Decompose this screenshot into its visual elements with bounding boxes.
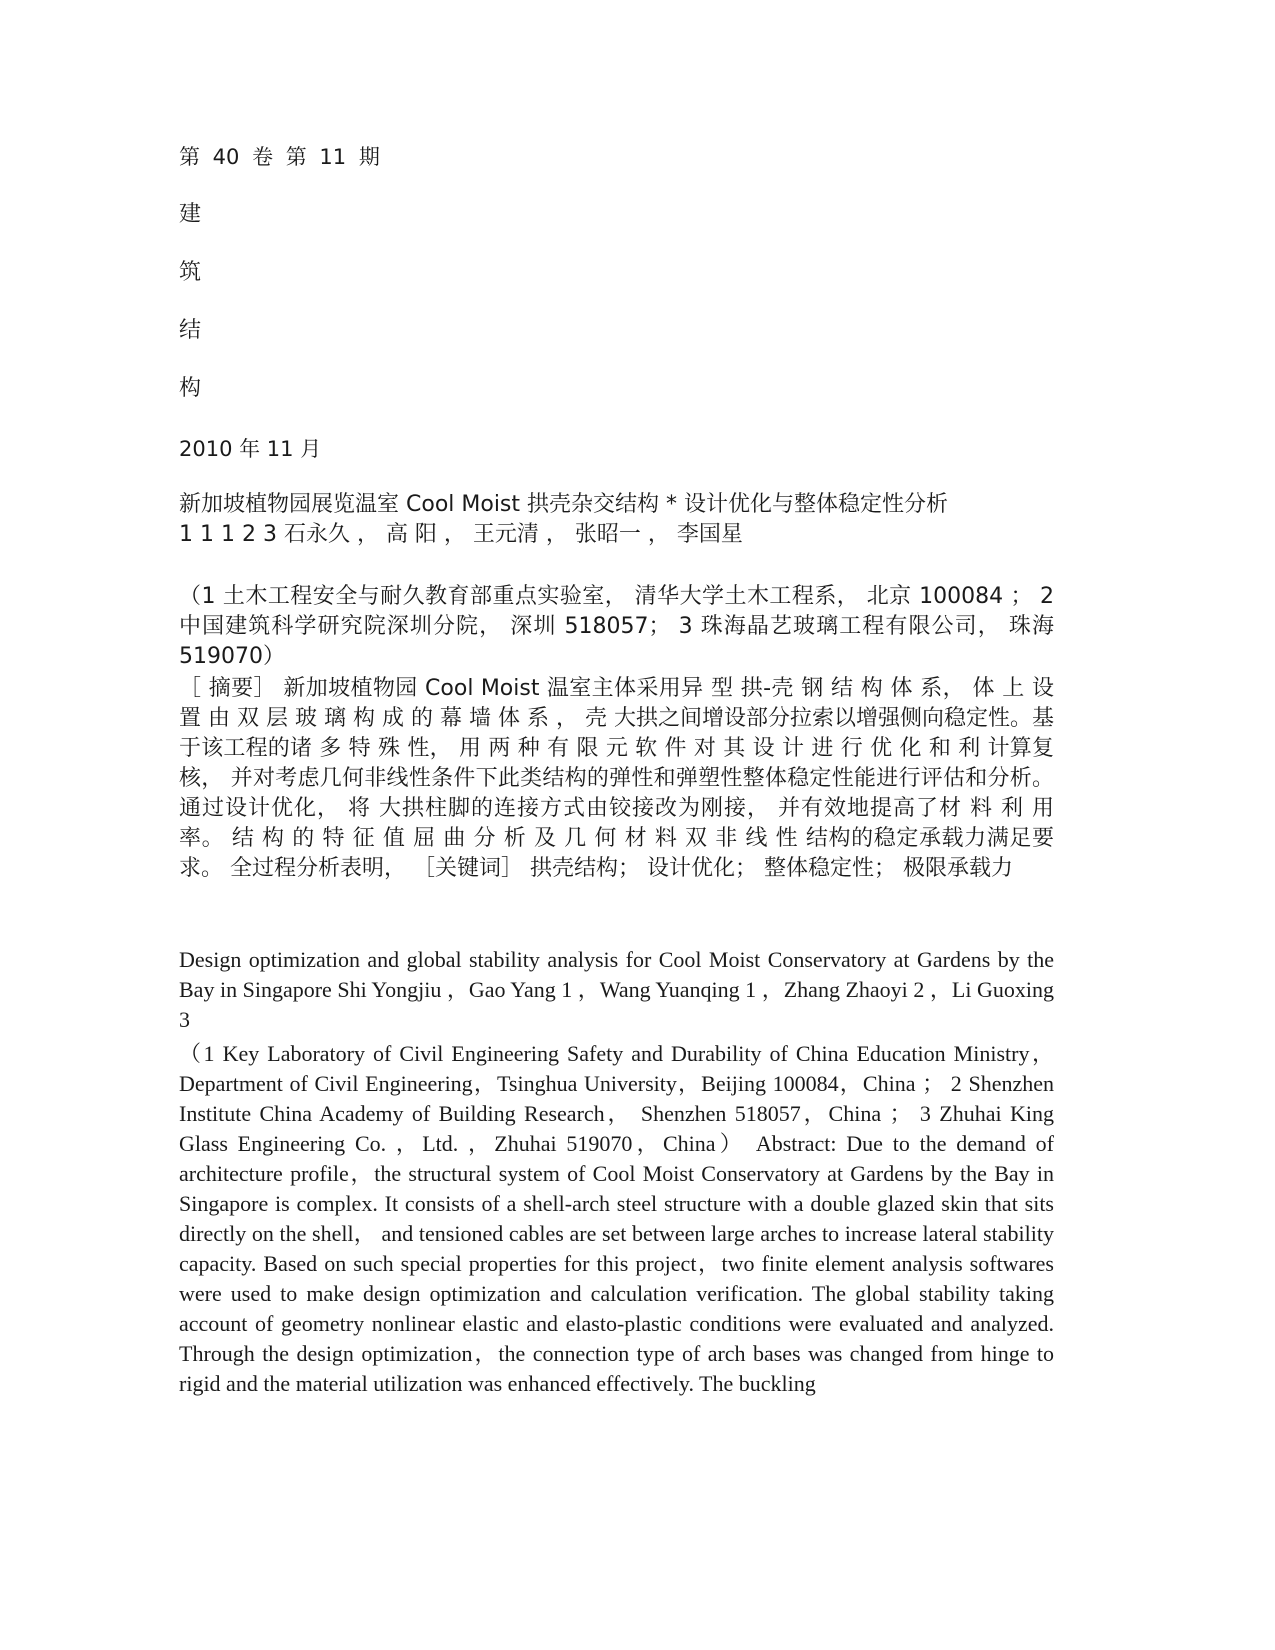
journal-issue: 第 40 卷 第 11 期 bbox=[179, 145, 380, 169]
journal-name-char: 筑 bbox=[179, 260, 202, 285]
english-title-authors: Design optimization and global stability analysis for Cool Moist Conservatory at Gardens by the Bay in Singapore Shi Yongjiu ，Gao Yang 1 ，Wang Yuanqing 1 ，Zhang Zhaoyi 2 ，Li Guoxing 3 bbox=[179, 947, 1054, 1032]
publication-date: 2010 年 11 月 bbox=[179, 437, 322, 461]
journal-name-char: 结 bbox=[179, 318, 202, 343]
chinese-affiliations: （1 土木工程安全与耐久教育部重点实验室， 清华大学土木工程系， 北京 100084 ； 2 中国建筑科学研究院深圳分院， 深圳 518057； 3 珠海晶艺玻璃工程有限公司， 珠海 519070） bbox=[179, 584, 1054, 669]
english-block bbox=[179, 945, 1054, 1399]
chinese-authors: 1 1 1 2 3 石永久 ， 高 阳 ， 王元清 ， 张昭一 ， 李国星 bbox=[179, 522, 743, 547]
chinese-title: 新加坡植物园展览温室 Cool Moist 拱壳杂交结构 * 设计优化与整体稳定性分析 bbox=[179, 492, 949, 517]
chinese-abstract: ［ 摘要］ 新加坡植物园 Cool Moist 温室主体采用异 型 拱-壳 钢 结 构 体 系， 体 上 设 置 由 双 层 玻 璃 构 成 的 幕 墙 体 系 ， 壳 大拱之间增设部分拉索以增强侧向稳定性。基于该工程的诸 多 特 殊 性， 用 两 种 有 限 元 软 件 对 其 设 计 进 行 优 化 和 利 计算复核， 并对考虑几何非线性条件下此类结构的弹性和弹塑性整体稳定性能进行评估和分析。通过设计优化， 将 大拱柱脚的连接方式由铰接改为刚接， 并有效地提高了材 料 利 用 率。 结 构 的 特 征 值 屈 曲 分 析 及 几 何 材 料 双 非 线 性 结构的稳定承载力满足要求。 全过程分析表明， ［关键词］ 拱壳结构； 设计优化； 整体稳定性； 极限承载力 bbox=[179, 676, 1054, 881]
chinese-abstract-block bbox=[179, 674, 1054, 884]
chinese-title-block bbox=[179, 490, 1054, 550]
chinese-affiliations-block bbox=[179, 582, 1054, 672]
english-affiliations-abstract: （1 Key Laboratory of Civil Engineering Safety and Durability of China Education Ministry，Department of Civil Engineering，Tsinghua University，Beijing 100084，China ； 2 Shenzhen Institute China Academy of Building Research， Shenzhen 518057，China ； 3 Zhuhai King Glass Engineering Co. ，Ltd. ，Zhuhai 519070，China） Abstract: Due to the demand of architecture profile，the structural system of Cool Moist Conservatory at Gardens by the Bay in Singapore is complex. It consists of a shell-arch steel structure with a double glazed skin that sits directly on the shell， and tensioned cables are set between large arches to increase lateral stability capacity. Based on such special properties for this project，two finite element analysis softwares were used to make design optimization and calculation verification. The global stability taking account of geometry nonlinear elastic and elasto-plastic conditions were evaluated and analyzed. Through the design optimization，the connection type of arch bases was changed from hinge to rigid and the material utilization was enhanced effectively. The buckling bbox=[179, 1041, 1054, 1396]
journal-name-char: 构 bbox=[179, 376, 202, 401]
journal-name-char: 建 bbox=[179, 202, 202, 227]
